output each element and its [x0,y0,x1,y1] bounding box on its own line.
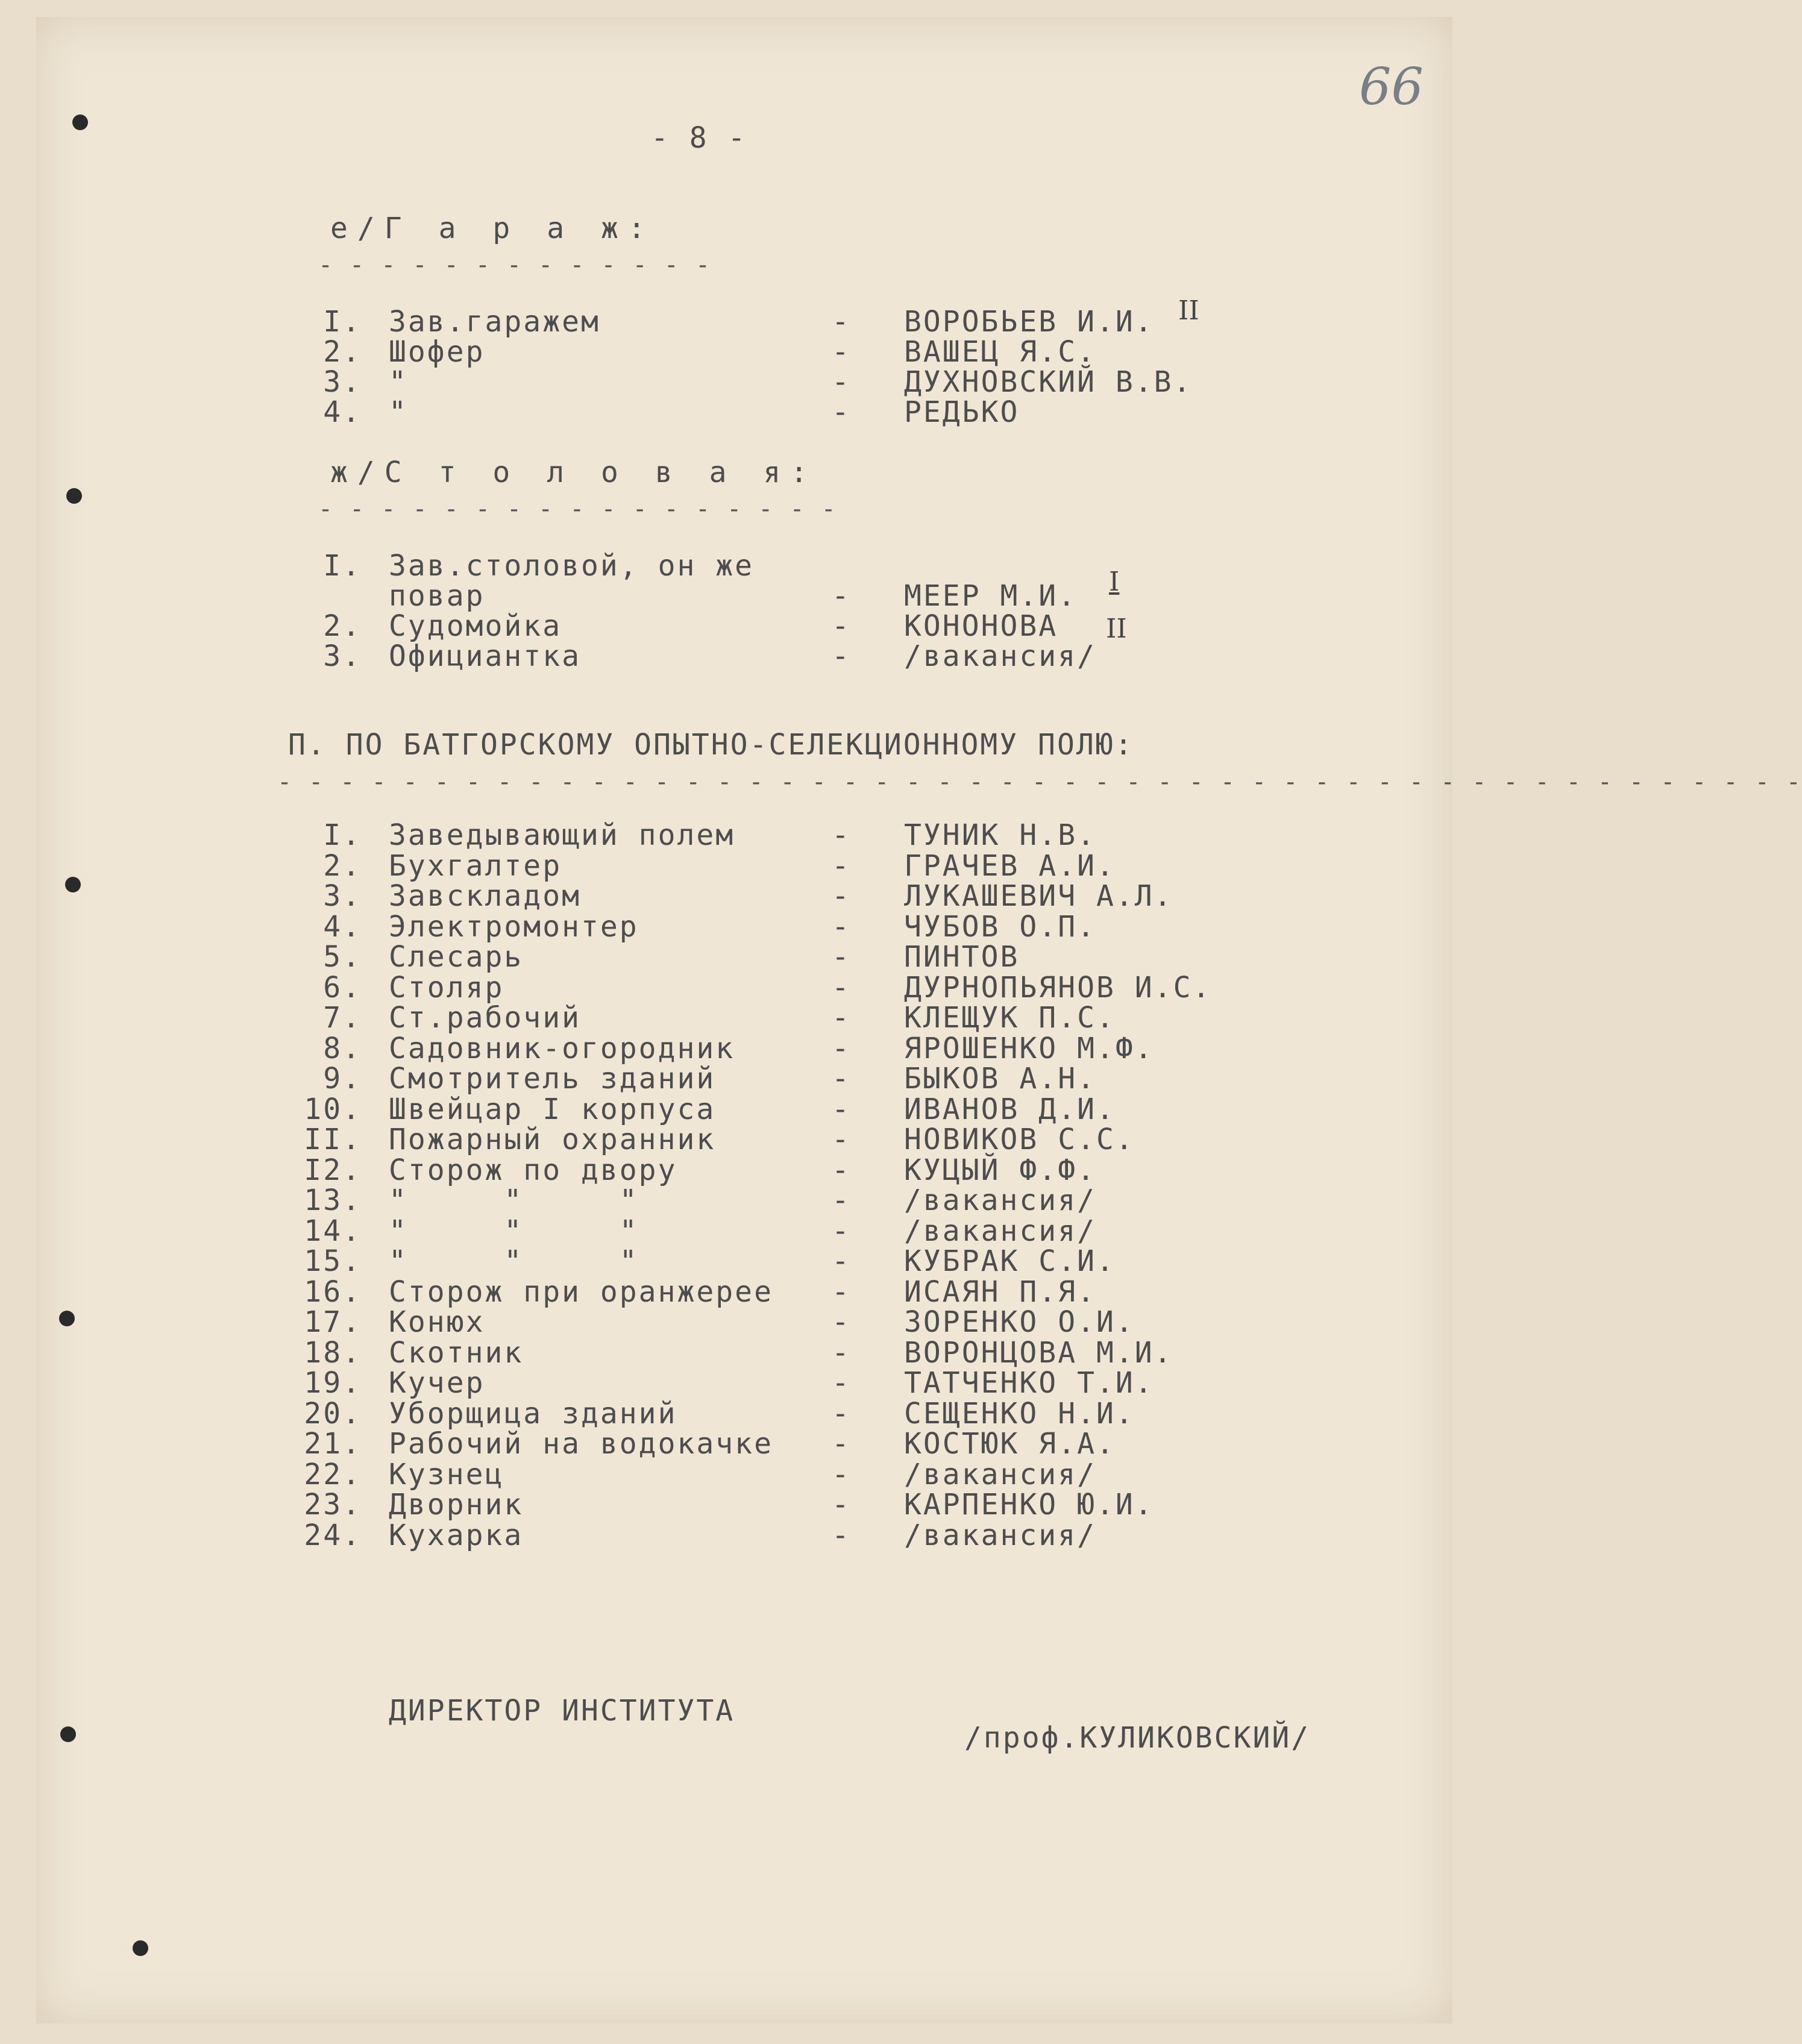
signature-name: /проф.КУЛИКОВСКИЙ/ [964,1721,1311,1755]
row-number: 3. [323,639,362,673]
handwritten-mark: I [1109,566,1120,597]
row-dash: - [832,1183,851,1217]
row-dash: - [832,1366,851,1400]
row-title: Заведывающий полем [389,818,735,852]
row-number: 5. [323,940,362,974]
row-dash: - [832,909,851,944]
row-dash: - [832,940,851,974]
row-title: Рабочий на водокачке [389,1427,773,1461]
row-dash: - [832,639,851,673]
row-number: 16. [304,1274,362,1309]
row-name: ВАШЕЦ Я.С. [904,335,1096,369]
row-number: I. [323,549,362,583]
row-dash: - [832,1153,851,1187]
row-title: Судомойка [389,609,562,643]
row-title: Ст.рабочий [389,1001,581,1035]
row-dash: - [832,848,851,883]
row-dash: - [832,1244,851,1278]
handwritten-mark: II [1106,613,1127,644]
row-number: 2. [323,848,362,883]
row-title: Официантка [389,639,581,673]
row-dash: - [832,1062,851,1096]
row-title: Электромонтер [389,909,639,944]
row-name: КУБРАК С.И. [904,1244,1116,1278]
row-name: ПИНТОВ [904,940,1020,974]
row-number: 7. [323,1001,362,1035]
row-dash: - [832,818,851,852]
row-dash: - [832,1488,851,1522]
row-number: 4. [323,909,362,944]
row-dash: - [832,1031,851,1065]
heading-underline: - - - - - - - - - - - - - [318,251,712,279]
punch-hole [66,488,82,504]
row-title: " [389,365,408,399]
row-title: " [389,395,408,429]
row-name: ЯРОШЕНКО М.Ф. [904,1031,1154,1065]
row-title: Конюх [389,1305,485,1339]
row-number: 9. [323,1062,362,1096]
row-dash: - [832,579,851,613]
row-number: 23. [304,1488,362,1522]
row-name: КЛЕЩУК П.С. [904,1001,1116,1035]
row-number: 8. [323,1031,362,1065]
row-name: /вакансия/ [904,1183,1096,1217]
row-name: БЫКОВ А.Н. [904,1062,1096,1096]
row-title: Пожарный охранник [389,1123,716,1156]
row-dash: - [832,1518,851,1552]
heading-underline: - - - - - - - - - - - - - - - - - [318,495,837,523]
row-name: ИСАЯН П.Я. [904,1274,1096,1309]
punch-hole [72,114,88,130]
heading-underline: - - - - - - - - - - - - - - - - - - - - - - - - - - - - - - - - - - - - - - - - - - - - - - - - - [277,768,1802,796]
row-title: Зав.столовой, он же [389,549,755,583]
row-number: I. [323,818,362,852]
row-number: 3. [323,365,362,399]
row-title: Швейцар I корпуса [389,1092,716,1126]
row-number: II. [304,1123,362,1156]
row-number: 10. [304,1092,362,1126]
row-title: Зав.гаражем [389,305,600,339]
row-number: 18. [304,1335,362,1370]
row-title: " " " [389,1183,639,1217]
row-dash: - [832,1305,851,1339]
row-dash: - [832,970,851,1005]
row-dash: - [832,1335,851,1370]
row-number: I2. [304,1153,362,1187]
row-dash: - [832,395,851,429]
row-title: Кухарка [389,1518,524,1552]
row-number: 21. [304,1427,362,1461]
punch-hole [60,1726,76,1742]
row-dash: - [832,609,851,643]
row-number: 2. [323,335,362,369]
row-title: Бухгалтер [389,848,562,883]
row-number: 19. [304,1366,362,1400]
row-name: КОНОНОВА [904,609,1058,643]
row-name: КОСТЮК Я.А. [904,1427,1116,1461]
row-title: Столяр [389,970,504,1005]
row-name: СЕЩЕНКО Н.И. [904,1396,1135,1431]
row-dash: - [832,1427,851,1461]
row-name: РЕДЬКО [904,395,1020,429]
row-dash: - [832,1274,851,1309]
row-dash: - [832,365,851,399]
punch-hole [133,1940,148,1956]
row-number: 6. [323,970,362,1005]
row-name: ГРАЧЕВ А.И. [904,848,1116,883]
row-number: 17. [304,1305,362,1339]
row-name: ТАТЧЕНКО Т.И. [904,1366,1154,1400]
row-dash: - [832,1092,851,1126]
row-title: Дворник [389,1488,524,1522]
row-dash: - [832,879,851,913]
row-name: /вакансия/ [904,1214,1096,1248]
row-title: Садовник-огородник [389,1031,735,1065]
row-title: Скотник [389,1335,524,1370]
signature-position: ДИРЕКТОР ИНСТИТУТА [389,1694,735,1728]
row-title: Шофер [389,335,485,369]
row-name: ЛУКАШЕВИЧ А.Л. [904,879,1173,913]
section-heading-garage: е/Г а р а ж: [330,212,655,245]
row-name: ВОРОНЦОВА М.И. [904,1335,1173,1370]
row-number: 20. [304,1396,362,1431]
row-name: ТУНИК Н.В. [904,818,1096,852]
row-name: ДУРНОПЬЯНОВ И.С. [904,970,1212,1005]
row-name: /вакансия/ [904,1518,1096,1552]
handwritten-mark: II [1178,295,1199,326]
section-heading-canteen: ж/С т о л о в а я: [330,456,818,489]
row-title: Уборщица зданий [389,1396,677,1431]
row-dash: - [832,1396,851,1431]
row-dash: - [832,1214,851,1248]
row-name: ДУХНОВСКИЙ В.В. [904,365,1193,399]
row-name: КАРПЕНКО Ю.И. [904,1488,1154,1522]
row-number: 13. [304,1183,362,1217]
row-title: повар [389,579,485,613]
section-heading-field: П. ПО БАТГОРСКОМУ ОПЫТНО-СЕЛЕКЦИОННОМУ ПОЛЮ: [288,728,1134,762]
row-title: Кузнец [389,1457,504,1491]
row-title: Слесарь [389,940,524,974]
row-title: Сторож по двору [389,1153,677,1187]
row-number: 15. [304,1244,362,1278]
row-title: Кучер [389,1366,485,1400]
row-name: ЧУБОВ О.П. [904,909,1096,944]
row-title: " " " [389,1214,639,1248]
archive-number: 66 [1359,57,1424,116]
row-name: ВОРОБЬЕВ И.И. [904,305,1154,339]
row-number: 14. [304,1214,362,1248]
row-title: Смотритель зданий [389,1062,716,1096]
row-name: /вакансия/ [904,639,1096,673]
row-number: 22. [304,1457,362,1491]
row-name: КУЦЫЙ Ф.Ф. [904,1153,1096,1187]
row-dash: - [832,1123,851,1156]
row-number: I. [323,305,362,339]
row-number: 2. [323,609,362,643]
punch-hole [59,1311,75,1326]
row-name: МЕЕР М.И. [904,579,1078,613]
row-name: /вакансия/ [904,1457,1096,1491]
row-title: " " " [389,1244,639,1278]
row-number: 3. [323,879,362,913]
row-dash: - [832,1457,851,1491]
row-number: 4. [323,395,362,429]
row-title: Сторож при оранжерее [389,1274,773,1309]
row-number: 24. [304,1518,362,1552]
row-name: НОВИКОВ С.С. [904,1123,1135,1156]
page-number: - 8 - [651,121,747,155]
row-name: ИВАНОВ Д.И. [904,1092,1116,1126]
punch-hole [65,877,81,892]
row-dash: - [832,335,851,369]
row-name: ЗОРЕНКО О.И. [904,1305,1135,1339]
row-dash: - [832,1001,851,1035]
row-title: Завскладом [389,879,581,913]
row-dash: - [832,305,851,339]
